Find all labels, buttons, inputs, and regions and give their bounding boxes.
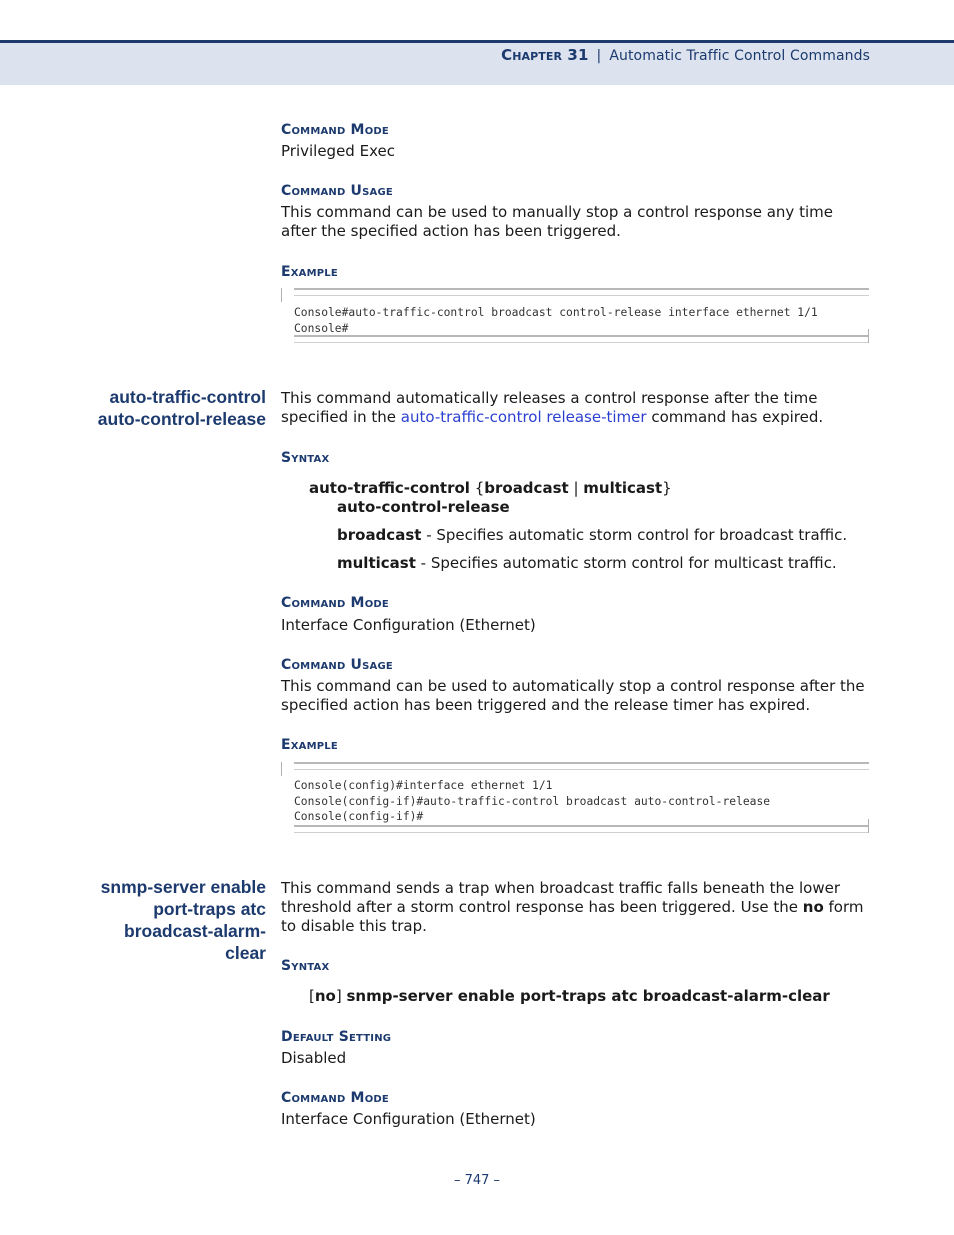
syntax-brace: } <box>662 479 672 497</box>
command-usage-heading: Command Usage <box>281 657 393 673</box>
param-desc: - Specifies automatic storm control for multicast traffic. <box>415 554 837 572</box>
command-mode-heading: Command Mode <box>281 595 389 611</box>
command-mode-heading: Command Mode <box>281 122 389 138</box>
command-mode-heading: Command Mode <box>281 1090 389 1106</box>
syntax-bracket: [ <box>309 987 315 1005</box>
command-title-line: snmp-server enable <box>100 877 266 897</box>
command-title-auto-control-release <box>98 386 266 430</box>
syntax-heading: Syntax <box>281 958 330 974</box>
syntax-command: auto-traffic-control <box>309 479 470 497</box>
chapter-label: Chapter 31 <box>501 46 589 64</box>
command-title-broadcast-alarm-clear <box>101 876 266 964</box>
page-number: – 747 – <box>453 1173 501 1188</box>
param-name: multicast <box>337 554 416 572</box>
chapter-title: Automatic Traffic Control Commands <box>609 48 870 64</box>
command-usage-heading: Command Usage <box>281 183 393 199</box>
description-text: This command automatically releases a control response after the time specified in the <box>281 389 818 426</box>
default-setting-heading: Default Setting <box>281 1029 392 1045</box>
param-name: broadcast <box>337 526 422 544</box>
command-description <box>281 879 876 936</box>
command-usage-text: This command can be used to manually stop a control response any time after the specified action has been triggered. <box>281 203 833 240</box>
command-title-line: broadcast-alarm- <box>124 921 266 941</box>
syntax-line <box>309 987 830 1006</box>
param-multicast <box>337 554 837 573</box>
syntax-command: auto-control-release <box>337 498 510 516</box>
syntax-line <box>309 479 672 498</box>
description-keyword: no <box>802 898 824 916</box>
command-description <box>281 389 871 427</box>
description-text: form to disable this trap. <box>281 898 864 935</box>
running-header <box>501 46 870 64</box>
example-heading: Example <box>281 264 338 280</box>
syntax-line-2 <box>337 498 510 517</box>
command-mode-text: Interface Configuration (Ethernet) <box>281 616 536 634</box>
param-broadcast <box>337 526 847 545</box>
command-mode-text: Interface Configuration (Ethernet) <box>281 1110 536 1128</box>
param-desc: - Specifies automatic storm control for broadcast traffic. <box>421 526 848 544</box>
command-title-line: auto-control-release <box>97 409 266 429</box>
command-title-line: port-traps atc <box>153 899 266 919</box>
code-example: Console(config)#interface ethernet 1/1 Console(config-if)#auto-traffic-control broadcast auto-control-release Console(config-if)# <box>294 779 771 823</box>
syntax-option: no <box>314 987 336 1005</box>
code-example: Console#auto-traffic-control broadcast control-release interface ethernet 1/1 Console# <box>294 306 818 335</box>
command-title-line: clear <box>225 943 266 963</box>
release-timer-link[interactable]: auto-traffic-control release-timer <box>400 408 647 426</box>
default-setting-text: Disabled <box>281 1049 347 1067</box>
syntax-option: multicast <box>583 479 663 497</box>
syntax-brace: { <box>469 479 485 497</box>
syntax-heading: Syntax <box>281 450 330 466</box>
command-title-line: auto-traffic-control <box>109 387 266 407</box>
command-mode-text: Privileged Exec <box>281 142 395 160</box>
example-heading: Example <box>281 737 338 753</box>
syntax-command: snmp-server enable port-traps atc broadcast-alarm-clear <box>346 987 830 1005</box>
code-example-box <box>281 288 869 343</box>
description-text: This command sends a trap when broadcast traffic falls beneath the lower threshold after a storm control response has been triggered. Use the <box>281 879 841 916</box>
description-text: command has expired. <box>646 408 824 426</box>
header-separator: | <box>596 48 602 64</box>
command-usage-text: This command can be used to automatically stop a control response after the specified action has been triggered and the release timer has expired. <box>281 677 865 714</box>
syntax-option: broadcast <box>484 479 569 497</box>
syntax-bracket: ] <box>335 987 347 1005</box>
code-example-box <box>281 762 869 833</box>
syntax-pipe: | <box>568 479 584 497</box>
